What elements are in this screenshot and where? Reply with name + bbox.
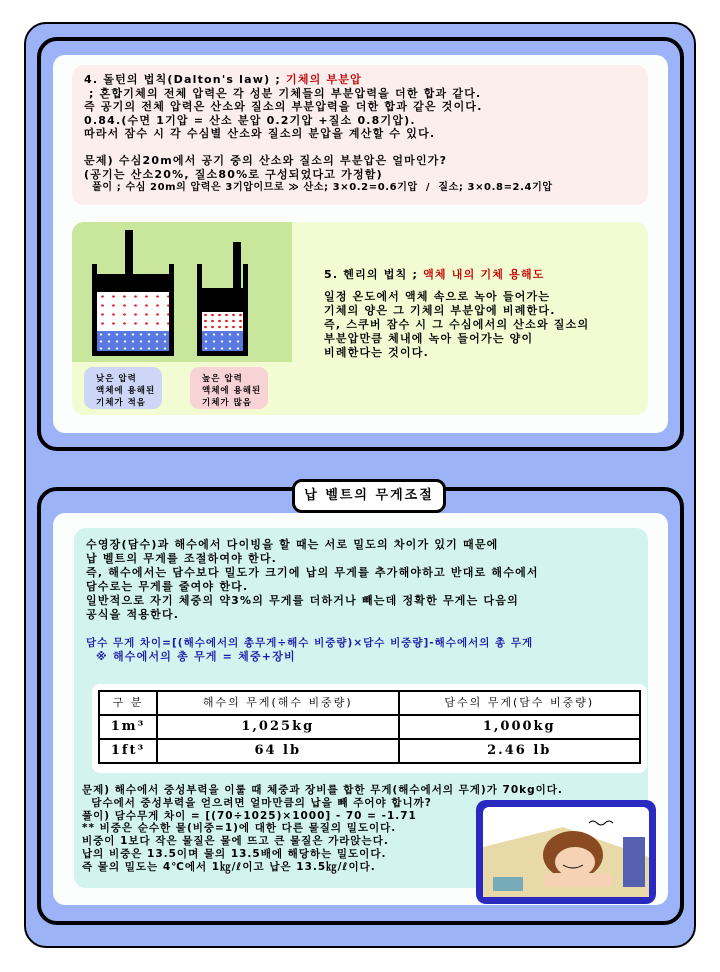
density-table — [98, 690, 641, 764]
sleeping-person-illustration — [476, 800, 656, 904]
piston-rod — [233, 242, 241, 292]
problem-line: 즉 물의 밀도는 4℃에서 1㎏/ℓ이고 납은 13.5㎏/ℓ이다. — [82, 860, 376, 873]
liquid — [202, 331, 243, 351]
dalton-problem: (공기는 산소20%, 질소80%로 구성되었다고 가정함) — [84, 167, 383, 181]
formula: 담수 무게 차이=[(해수에서의 총무게÷해수 비중량)×담수 비중량]-해수에서의 총 무게 — [86, 637, 534, 649]
formula-note: ※ 해수에서의 총 무게 = 체중+장비 — [86, 650, 296, 663]
problem-line: 비중이 1보다 작은 물질은 물에 뜨고 큰 물질은 가라앉는다. — [82, 835, 389, 848]
label-line: 기체가 적음 — [96, 398, 147, 408]
problem-line: 담수에서 중성부력을 얻으려면 얼마만큼의 납을 빼 주어야 합니까? — [82, 796, 432, 809]
table-row — [99, 715, 640, 739]
table-cell: 1,000kg — [399, 715, 641, 739]
belt-line: 공식을 적용한다. — [86, 608, 180, 621]
label-line: 낮은 압력 — [96, 374, 137, 384]
henry-line: 즉, 스쿠버 잠수 시 그 수심에서의 산소와 질소의 — [324, 318, 590, 331]
table-cell: 2.46 lb — [399, 739, 641, 763]
henry-line: 부분압만큼 체내에 녹아 들어가는 양이 — [324, 332, 534, 345]
table-header: 해수의 무게(해수 비중량) — [157, 691, 398, 715]
problem-line: 풀이) 담수무게 차이 = [(70÷1025)×1000] - 70 = -1.71 — [82, 809, 417, 822]
belt-line: 일반적으로 자기 체중의 약3%의 무게를 더하거나 빼는데 정확한 무게는 다음의 — [86, 594, 519, 607]
dalton-line: 즉 공기의 전체 압력은 산소와 질소의 부분압력을 더한 합과 같은 것이다. — [84, 100, 483, 113]
dalton-problem: 문제) 수심20m에서 공기 중의 산소와 질소의 부분압은 얼마인가? — [84, 154, 448, 167]
label-line: 액체에 용해된 — [96, 386, 156, 396]
cylinder-diagram — [72, 222, 292, 362]
high-pressure-label — [190, 367, 268, 409]
density-table-wrap — [92, 684, 647, 773]
henry-title — [324, 268, 589, 282]
dalton-line: ; 혼합기체의 전체 압력은 각 성분 기체들의 부분압력을 더한 합과 같다. — [84, 86, 482, 100]
problem-line: 납의 비중은 13.5이며 물의 13.5배에 해당하는 밀도이다. — [82, 847, 387, 860]
problem-line: ** 비중은 순수한 물(비중=1)에 대한 다른 물질의 밀도이다. — [82, 822, 397, 835]
dalton-title — [84, 73, 636, 87]
henry-line: 기체의 양은 그 기체의 부분압에 비례한다. — [324, 304, 556, 317]
belt-line: 납 벨트의 무게를 조절하여야 한다. — [86, 552, 278, 565]
table-cell: 1,025kg — [157, 715, 398, 739]
henry-line: 비례한다는 것이다. — [324, 346, 430, 359]
belt-line: 수영장(담수)과 해수에서 다이빙을 할 때는 서로 밀도의 차이가 있기 때문에 — [86, 538, 499, 551]
henry-title-text: 5. 헨리의 법칙 ; — [324, 268, 424, 281]
table-cell: 1m³ — [99, 715, 157, 739]
gas-space — [202, 312, 243, 331]
henry-law-box — [72, 222, 648, 415]
label-line: 액체에 용해된 — [202, 386, 262, 396]
table-header: 구 분 — [99, 691, 157, 715]
liquid — [97, 331, 169, 351]
dalton-line: 0.84.(수면 1기압 = 산소 분압 0.2기압 +질소 0.8기압). — [84, 113, 416, 127]
gas-space — [97, 292, 169, 331]
cylinder-base — [197, 351, 248, 356]
sleeping-person-icon — [483, 807, 649, 897]
dalton-title-highlight: 기체의 부분압 — [286, 73, 363, 86]
problem-line: 문제) 해수에서 중성부력을 이룰 때 체중과 장비를 합한 무게(해수에서의 무게)가 70kg이다. — [82, 784, 563, 796]
label-line: 높은 압력 — [202, 374, 243, 384]
belt-line: 담수로는 무게를 줄여야 한다. — [86, 580, 249, 593]
dalton-line: 따라서 잠수 시 각 수심별 산소와 질소의 분압을 계산할 수 있다. — [84, 127, 436, 140]
table-header: 담수의 무게(담수 비중량) — [399, 691, 641, 715]
henry-text — [324, 268, 589, 360]
piston — [92, 274, 174, 292]
cylinder-base — [92, 351, 174, 356]
piston — [197, 288, 248, 312]
table-cell: 64 lb — [157, 739, 398, 763]
dalton-title-text: 4. 돌턴의 법칙(Dalton's law) ; — [84, 73, 287, 86]
section-title-badge: 납 벨트의 무게조절 — [292, 479, 446, 513]
henry-line: 일정 온도에서 액체 속으로 녹아 들어가는 — [324, 290, 551, 303]
dalton-law-box — [72, 65, 648, 205]
table-cell: 1ft³ — [99, 739, 157, 763]
belt-line: 즉, 해수에서는 담수보다 밀도가 크기에 납의 무게를 추가해야하고 반대로 해수에서 — [86, 566, 539, 579]
dalton-solution: 풀이 ; 수심 20m의 압력은 3기압이므로 ≫ 산소; 3×0.2=0.6기압 / 질소; 3×0.8=2.4기압 — [84, 182, 553, 193]
table-row — [99, 739, 640, 763]
henry-title-highlight: 액체 내의 기체 용해도 — [423, 268, 545, 281]
label-line: 기체가 많음 — [202, 398, 253, 408]
low-pressure-label — [84, 367, 162, 409]
piston-rod — [125, 230, 133, 280]
table-header-row — [99, 691, 640, 715]
